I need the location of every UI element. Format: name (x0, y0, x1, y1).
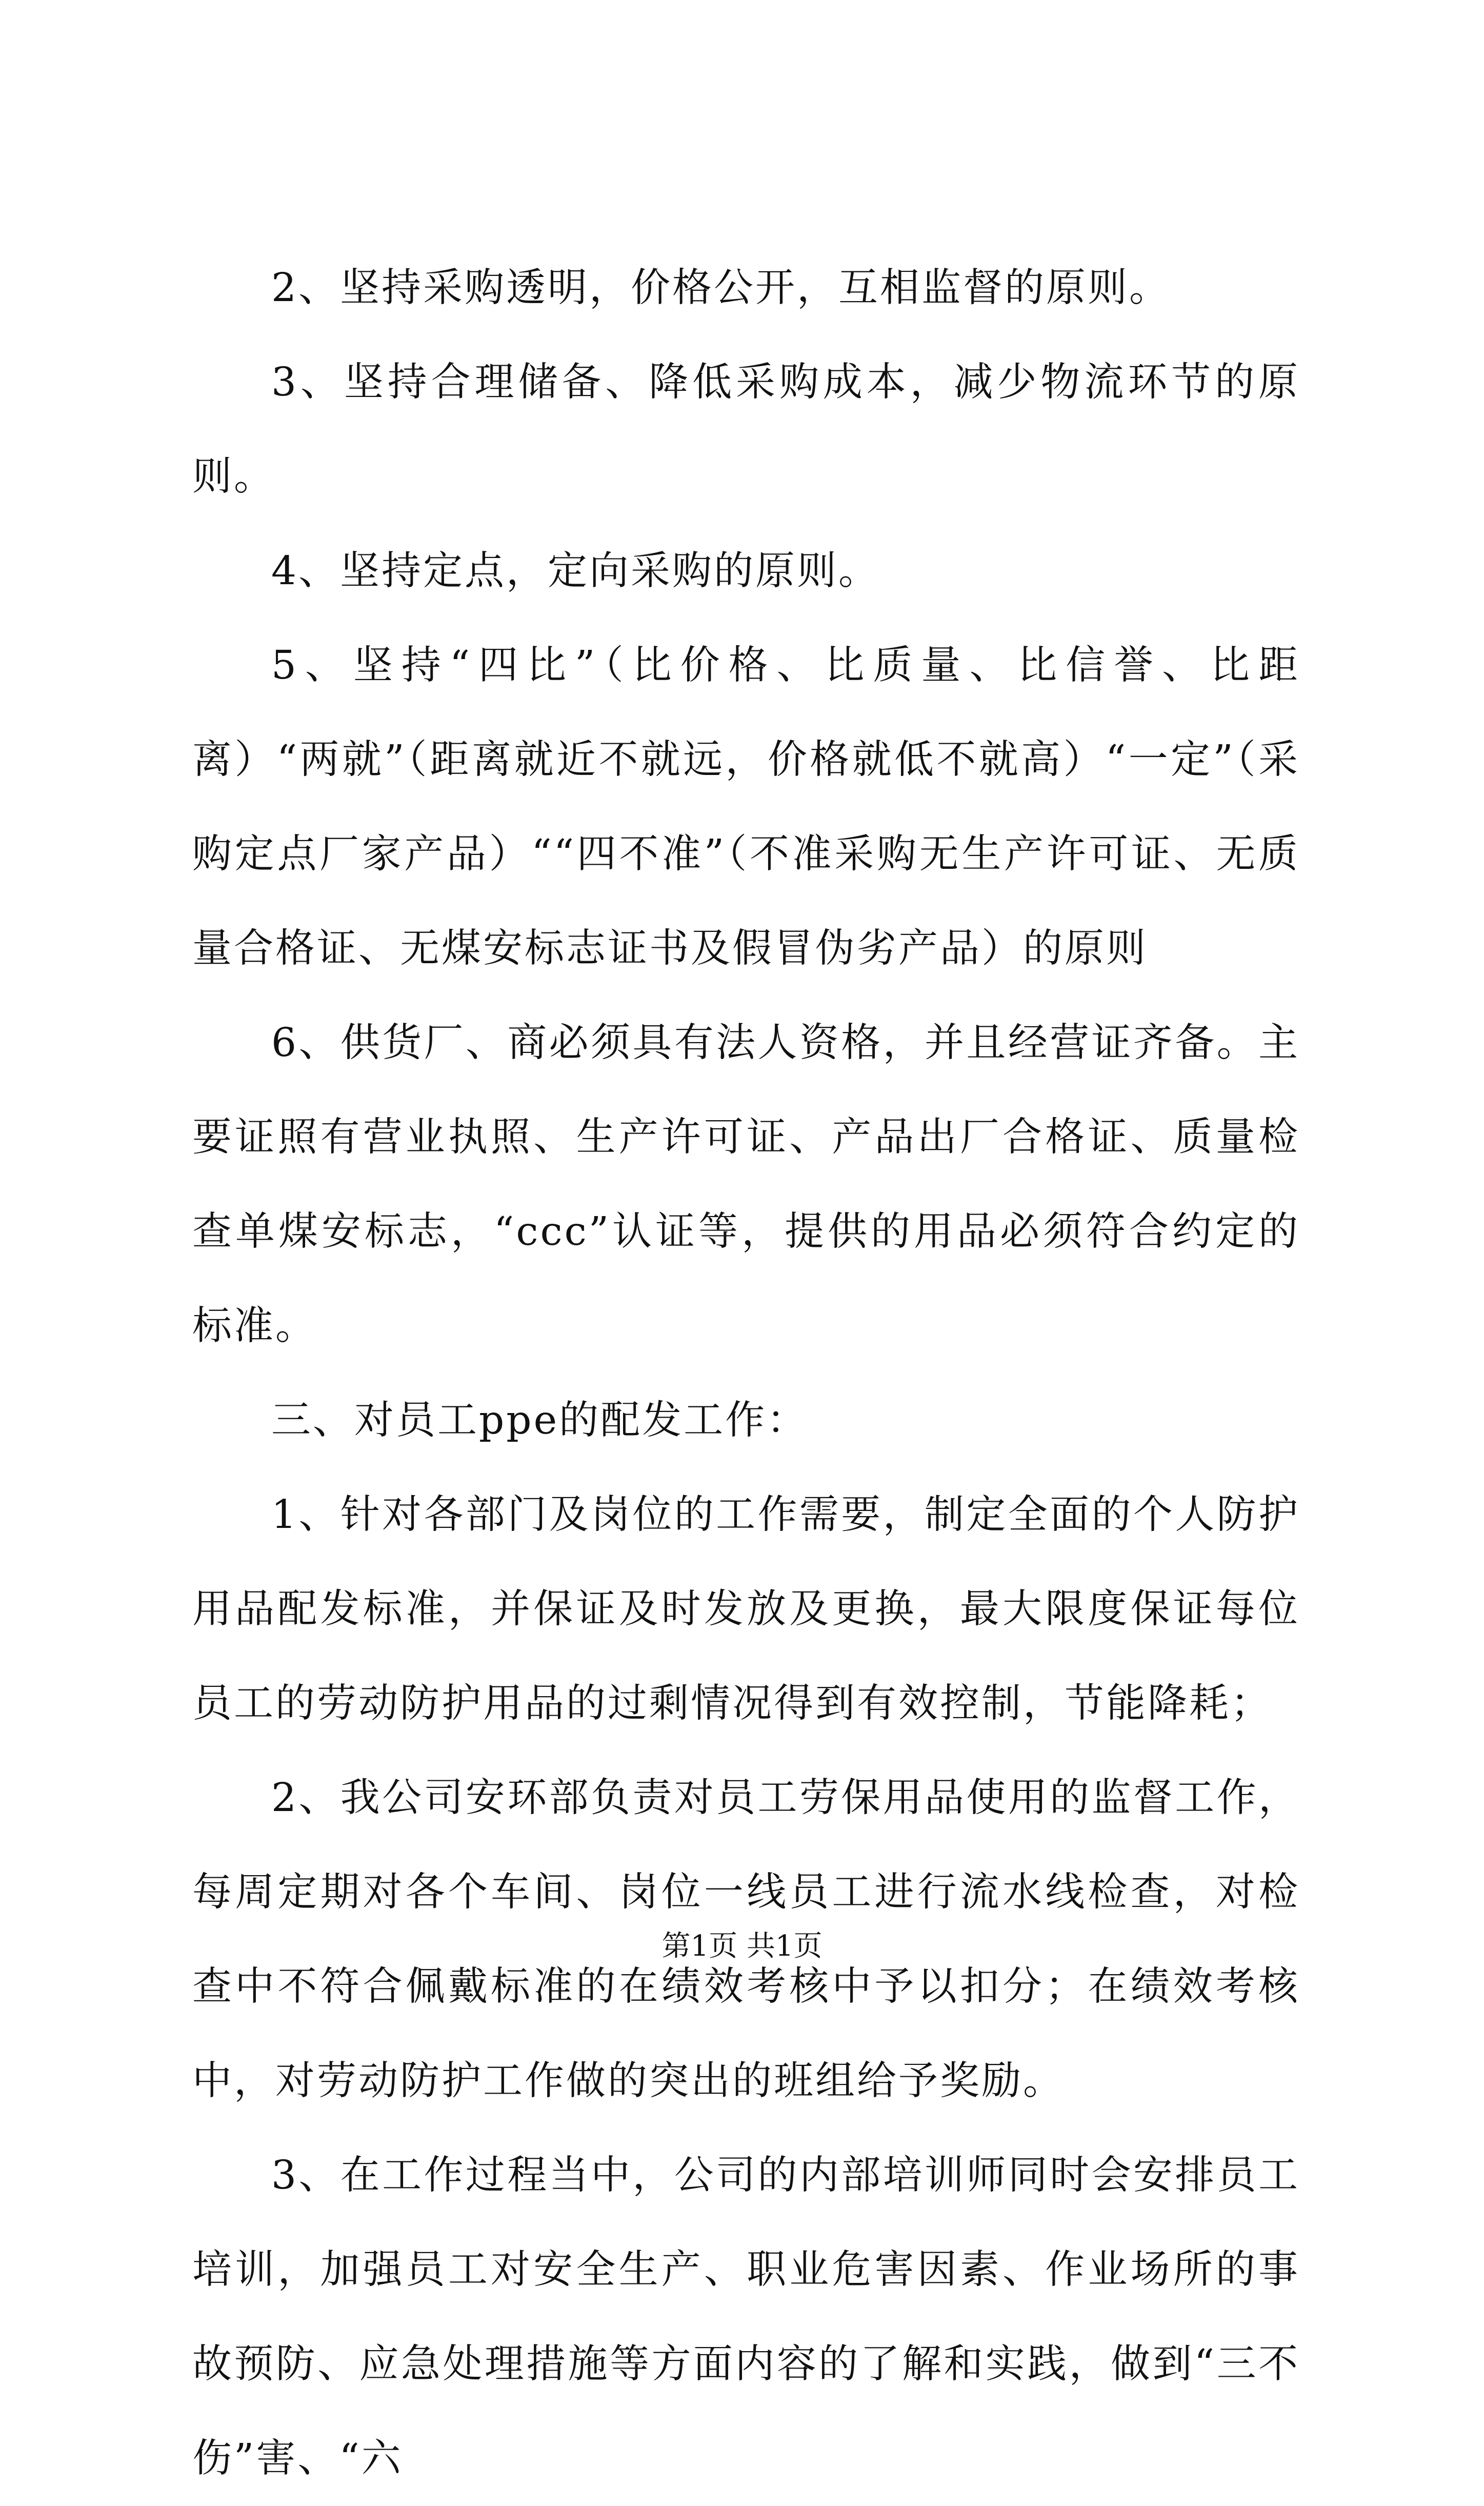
document-body (192, 241, 1300, 2506)
paragraph-principle-6: 6、供货厂、商必须具有法人资格，并且经营证齐备。主要证照有营业执照、生产许可证、产品出厂合格证、质量检查单煤安标志，“ccc”认证等，提供的用品必须符合约定的标准。 (192, 1020, 1300, 1349)
paragraph-ppe-3: 3、在工作过程当中，公司的内部培训师同时会安排员工培训，加强员工对安全生产、职业危害因素、作业场所的事故预防、应急处理措施等方面内容的了解和实践，做到“三不伤”害、“六 (192, 2153, 1300, 2481)
paragraph-principle-5: 5、坚持“四比”（比价格、比质量、比信誉、比距离）“两就”（距离就近不就远，价格就低不就高）“一定”（采购定点厂家产品）““四不准”（不准采购无生产许可证、无质量合格证、无煤安标志证书及假冒伪劣产品）的原则 (192, 643, 1300, 971)
paragraph-principle-2: 2、坚持采购透明，价格公开，互相监督的原则。 (271, 265, 1171, 311)
paragraph-principle-4: 4、坚持定点，定向采购的原则。 (271, 548, 880, 594)
section-heading-ppe: 三、对员工ppe的配发工作： (271, 1398, 809, 1443)
page-footer: 第1页 共1页 (661, 1930, 823, 1963)
paragraph-ppe-1: 1、针对各部门及岗位的工作需要，制定全面的个人防护用品配发标准，并保证及时发放及更换，最大限度保证每位员工的劳动防护用品的过剩情况得到有效控制，节能降耗； (192, 1492, 1300, 1726)
paragraph-ppe-2: 2、我公司安环部负责对员工劳保用品使用的监督工作，每周定期对各个车间、岗位一线员工进行流水线检查，对检查中不符合佩戴标准的在绩效考核中予以扣分；在绩效考核中，对劳动防护工作做的突出的班组给予奖励。 (192, 1775, 1300, 2104)
paragraph-principle-3: 3、坚持合理储备、降低采购成本，减少物流环节的原则。 (192, 360, 1300, 500)
